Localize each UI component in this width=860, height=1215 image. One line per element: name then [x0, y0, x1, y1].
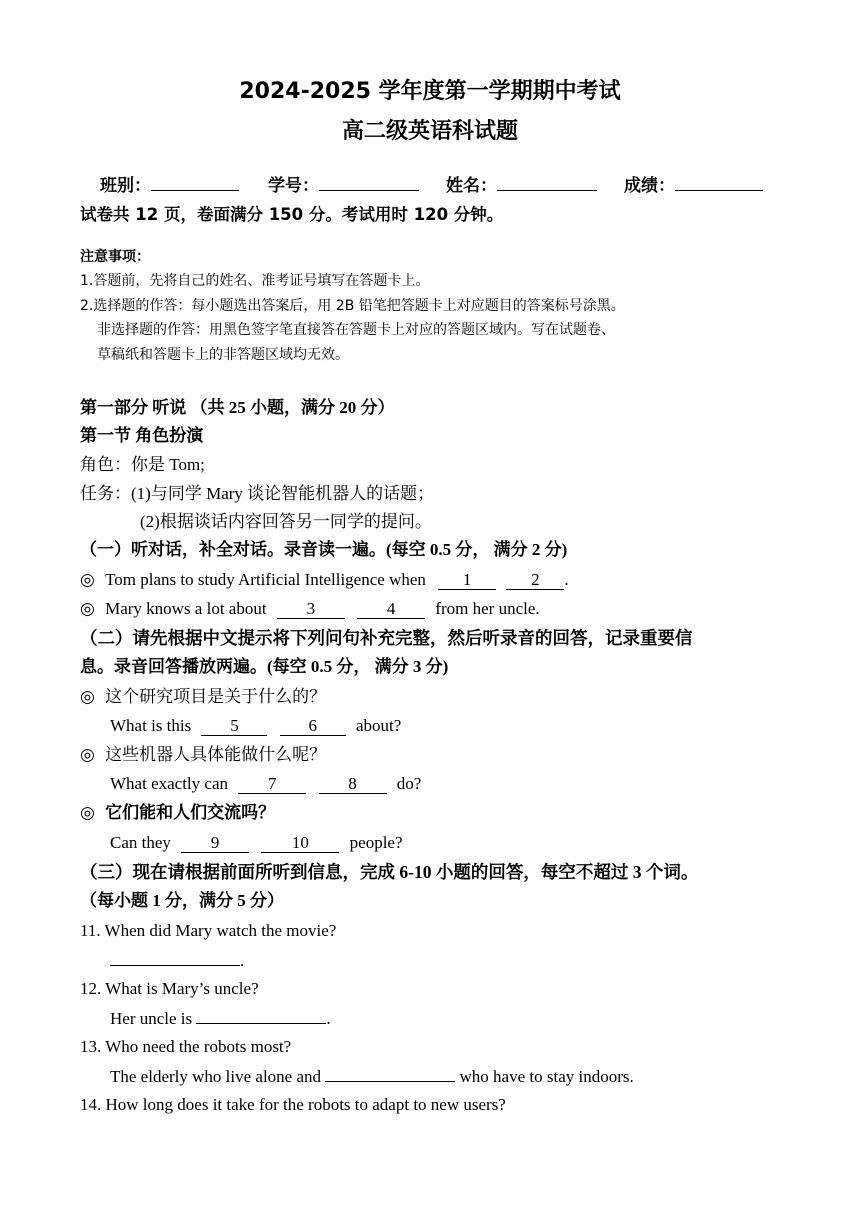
item-text: The elderly who live alone and: [110, 1067, 322, 1086]
answer-blank[interactable]: 8: [319, 775, 387, 794]
class-label: 班别：: [100, 176, 151, 196]
sub2-item-en: [110, 832, 403, 854]
note-item: 非选择题的作答：用黑色签字笔直接答在答题卡上对应的答题区域内。写在试题卷、: [97, 322, 615, 338]
sub3-heading-line2: （每小题 1 分，满分 5 分）: [80, 891, 284, 910]
item-punct: .: [326, 1009, 331, 1028]
item-punct: .: [240, 951, 245, 970]
task1-text: 任务：(1)与同学 Mary 谈论智能机器人的话题；: [80, 484, 435, 503]
answer-blank[interactable]: 6: [280, 717, 346, 736]
sub3-heading-line1: （三）现在请根据前面所听到信息，完成 6-10 小题的回答，每空不超过 3 个词。: [80, 862, 699, 882]
answer-blank[interactable]: 9: [181, 834, 249, 853]
item-text: Mary knows a lot about: [105, 599, 267, 618]
item-text: What exactly can: [110, 774, 228, 793]
item-text: from her uncle.: [435, 599, 540, 618]
exam-title: 2024-2025 学年度第一学期期中考试: [239, 79, 621, 104]
answer-line-11: [110, 949, 244, 972]
answer-line-12: [110, 1007, 331, 1030]
chinese-prompt: 这些机器人具体能做什么呢？: [105, 745, 327, 764]
answer-line-13: [110, 1065, 634, 1088]
bullet: ◎: [80, 599, 95, 618]
sub2-item-en: [110, 715, 401, 737]
item-text: Tom plans to study Artificial Intelligence when: [105, 570, 426, 589]
question-13: 13. Who need the robots most?: [80, 1037, 292, 1056]
note-item: 草稿纸和答题卡上的非答题区域均无效。: [97, 347, 349, 363]
sub2-item-cn: [80, 802, 275, 824]
sub1-item: [80, 598, 540, 620]
class-field[interactable]: [100, 171, 239, 196]
role-text: 角色：你是 Tom;: [80, 455, 205, 474]
chinese-prompt: 这个研究项目是关于什么的？: [105, 687, 327, 706]
exam-subtitle: 高二级英语科试题: [341, 119, 518, 144]
answer-blank[interactable]: [325, 1065, 455, 1082]
sub2-item-en: [110, 773, 421, 795]
answer-blank[interactable]: [196, 1007, 326, 1024]
sub2-item-cn: [80, 686, 326, 708]
bullet: ◎: [80, 570, 95, 589]
answer-blank[interactable]: 7: [238, 775, 306, 794]
class-blank[interactable]: [151, 172, 239, 191]
chinese-prompt: 它们能和人们交流吗？: [105, 803, 276, 822]
bullet: ◎: [80, 687, 95, 706]
note-item: 2.选择题的作答：每小题选出答案后，用 2B 铅笔把答题卡上对应题目的答案标号涂黑。: [80, 298, 625, 314]
item-text: people?: [349, 833, 403, 852]
question-14: 14. How long does it take for the robots to adapt to new users?: [80, 1095, 506, 1114]
item-text: Her uncle is: [110, 1009, 193, 1028]
item-text: who have to stay indoors.: [459, 1067, 634, 1086]
answer-blank[interactable]: 1: [438, 571, 496, 590]
sub1-heading: （一）听对话，补全对话。录音读一遍。(每空 0.5 分， 满分 2 分): [80, 540, 568, 559]
student-number-blank[interactable]: [319, 172, 419, 191]
item-text: about?: [355, 716, 402, 735]
answer-blank[interactable]: 4: [357, 600, 425, 619]
question-11: 11. When did Mary watch the movie?: [80, 921, 337, 940]
exam-summary: 试卷共 12 页，卷面满分 150 分。考试用时 120 分钟。: [80, 205, 504, 224]
name-field[interactable]: [446, 171, 597, 196]
part1-heading: 第一部分 听说 （共 25 小题，满分 20 分）: [80, 398, 395, 417]
sub2-heading-line2: 息。录音回答播放两遍。(每空 0.5 分， 满分 3 分): [80, 657, 449, 676]
answer-blank[interactable]: 5: [201, 717, 267, 736]
notes-heading: 注意事项：: [80, 249, 150, 265]
answer-blank[interactable]: 10: [261, 834, 339, 853]
bullet: ◎: [80, 803, 95, 822]
task2-text: (2)根据谈话内容回答另一同学的提问。: [140, 512, 432, 531]
student-number-label: 学号：: [268, 176, 319, 196]
section1-heading: 第一节 角色扮演: [80, 426, 204, 445]
sub1-item: [80, 569, 569, 591]
item-text: What is this: [110, 716, 192, 735]
score-field[interactable]: [624, 171, 763, 196]
name-label: 姓名：: [446, 176, 497, 196]
score-blank[interactable]: [675, 172, 763, 191]
item-punct: .: [564, 570, 569, 589]
score-label: 成绩：: [624, 176, 675, 196]
answer-blank[interactable]: 3: [277, 600, 345, 619]
answer-blank[interactable]: [110, 949, 240, 966]
item-text: do?: [396, 774, 422, 793]
bullet: ◎: [80, 745, 95, 764]
question-12: 12. What is Mary’s uncle?: [80, 979, 259, 998]
item-text: Can they: [110, 833, 171, 852]
student-number-field[interactable]: [268, 171, 419, 196]
answer-blank[interactable]: 2: [506, 571, 564, 590]
name-blank[interactable]: [497, 172, 597, 191]
sub2-heading-line1: （二）请先根据中文提示将下列问句补充完整，然后听录音的回答，记录重要信: [80, 628, 693, 648]
sub2-item-cn: [80, 744, 326, 766]
note-item: 1.答题前，先将自己的姓名、准考证号填写在答题卡上。: [80, 273, 430, 289]
